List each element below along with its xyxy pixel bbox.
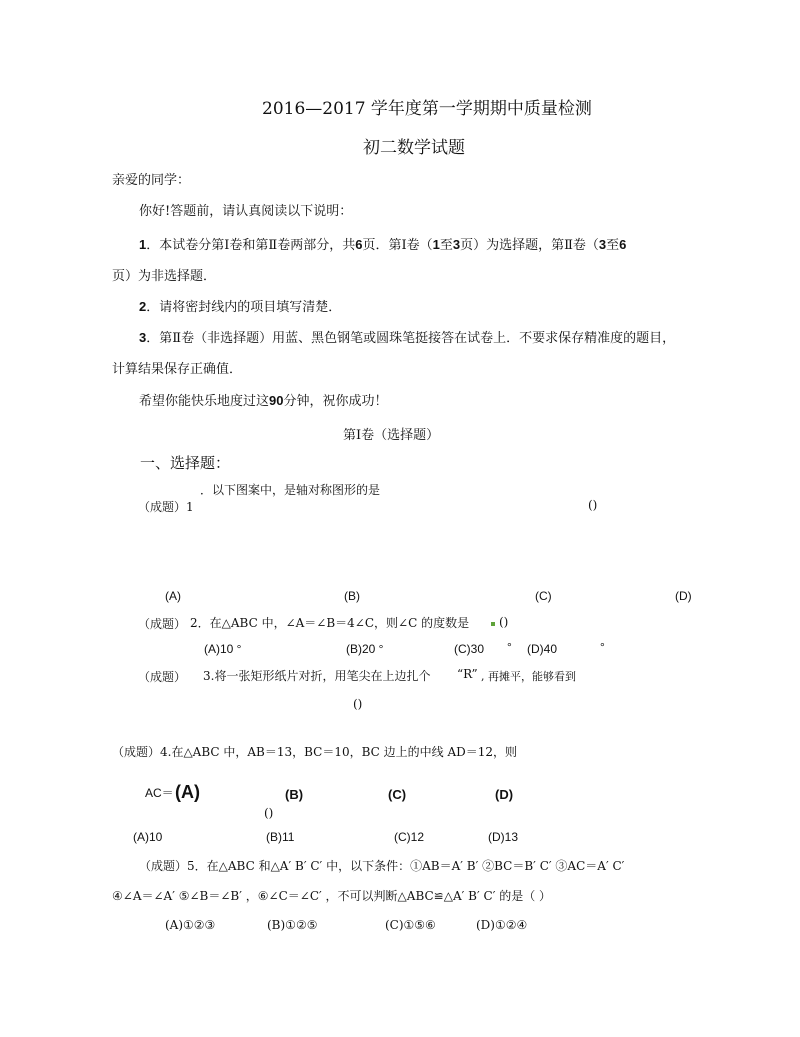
q4-big-option-d: (D) (495, 787, 514, 802)
wish-line (139, 390, 388, 409)
q2-text: 2．在△ABC 中，∠A＝∠B＝4∠C，则∠C 的度数是 (190, 616, 470, 630)
q4-option-c: (C)12 (394, 830, 425, 844)
q1-option-d: (D) (675, 589, 692, 603)
instruction-1-text: ．本试卷分第Ⅰ卷和第Ⅱ卷两部分，共 (146, 238, 356, 253)
part1-heading: 第Ⅰ卷（选择题） (343, 428, 440, 443)
q5-option-b: (B)①②⑤ (267, 918, 318, 932)
wish-minutes: 90 (269, 393, 284, 408)
q4-big-option-b: (B) (285, 787, 304, 802)
exam-title: 2016—2017 学年度第一学期期中质量检测 (262, 99, 592, 119)
q5-line2: ④∠A＝∠A′ ⑤∠B＝∠B′ ，⑥∠C＝∠C′ ，不可以判断△ABC≌△A′ B′ C′ 的是（ ） (112, 889, 552, 903)
q4-option-d: (D)13 (488, 830, 519, 844)
q3-r-letter: “R” (457, 667, 478, 681)
q2-option-d-degree: ° (600, 640, 605, 654)
instruction-2-text: ．请将密封线内的项目填写清楚． (146, 300, 342, 315)
instruction-2-number: 2 (139, 299, 147, 314)
instruction-3-number: 3 (139, 330, 147, 345)
section-heading: 一、选择题： (140, 454, 231, 472)
green-mark-icon (491, 622, 495, 626)
q1-option-a: (A) (165, 589, 181, 603)
q2-tag: （成题） (138, 617, 187, 631)
q5-option-a: (A)①②③ (165, 918, 216, 932)
q3-text: 3.将一张矩形纸片对折，用笔尖在上边扎个 (203, 669, 431, 683)
wish-text-a: 希望你能快乐地度过这 (139, 394, 270, 409)
q1-answer-paren: () (588, 498, 598, 512)
wish-text-b: 分钟，祝你成功！ (283, 394, 388, 409)
intro-lead: 你好!答题前，请认真阅读以下说明： (139, 204, 353, 219)
q2-option-d: (D)40 (527, 642, 558, 656)
instruction-1-text3: 页）为选择题，第Ⅱ卷（ (460, 238, 599, 253)
q4-text: （成题）4.在△ABC 中，AB＝13，BC＝10，BC 边上的中线 AD＝12，则 (112, 745, 518, 759)
q4-ac-label: AC＝ (145, 786, 174, 800)
q1-option-b: (B) (344, 589, 360, 603)
range-end: 3 (452, 237, 461, 252)
q3-text2: , 再摊平，能够看到 (481, 670, 576, 683)
range2-to: 至 (606, 238, 620, 253)
instruction-3-line2: 计算结果保存正确值． (112, 362, 243, 377)
q2-option-b: (B)20 ° (346, 642, 384, 656)
range-start: 1 (432, 237, 440, 252)
exam-subtitle: 初二数学试题 (363, 138, 465, 158)
instruction-1-number: 1 (139, 237, 147, 252)
q4-option-b: (B)11 (266, 830, 295, 844)
q1-tag: （成题）1 (138, 500, 194, 514)
q5-option-c: (C)①⑤⑥ (385, 918, 436, 932)
instruction-3 (139, 327, 675, 346)
q2-answer (491, 615, 508, 629)
q2-answer-paren: () (499, 615, 509, 629)
q2-option-a: (A)10 ° (204, 642, 242, 656)
q3-answer-paren: () (353, 697, 363, 711)
q2-option-c: (C)30 (454, 642, 485, 656)
q4-answer-paren: () (264, 806, 274, 820)
instruction-1-line2: 页）为非选择题． (112, 269, 217, 284)
range2-start: 3 (598, 237, 607, 252)
range2-end: 6 (619, 237, 627, 252)
range-to: 至 (439, 238, 453, 253)
q2-option-c-degree: ° (507, 640, 512, 654)
q4-big-option-a: (A) (175, 782, 200, 802)
instruction-1 (139, 234, 626, 253)
instruction-2 (139, 296, 341, 315)
q4-big-option-c: (C) (388, 787, 407, 802)
instruction-1-text2: 页．第Ⅰ卷（ (362, 238, 433, 253)
instruction-3-text: ．第Ⅱ卷（非选择题）用蓝、黑色钢笔或圆珠笔挺接答在试卷上．不要求保存精准度的题目， (146, 331, 676, 346)
q1-option-c: (C) (535, 589, 552, 603)
page-count: 6 (355, 237, 363, 252)
q5-line1: （成题）5．在△ABC 和△A′ B′ C′ 中，以下条件：①AB＝A′ B′ ②BC＝B′ C′ ③AC＝A′ C′ (139, 859, 625, 873)
q4-option-a: (A)10 (133, 830, 163, 844)
q1-stem: ．以下图案中，是轴对称图形的是 (200, 483, 381, 497)
q5-option-d: (D)①②④ (476, 918, 528, 932)
q3-tag: （成题） (138, 670, 187, 684)
greeting: 亲爱的同学： (112, 173, 191, 188)
